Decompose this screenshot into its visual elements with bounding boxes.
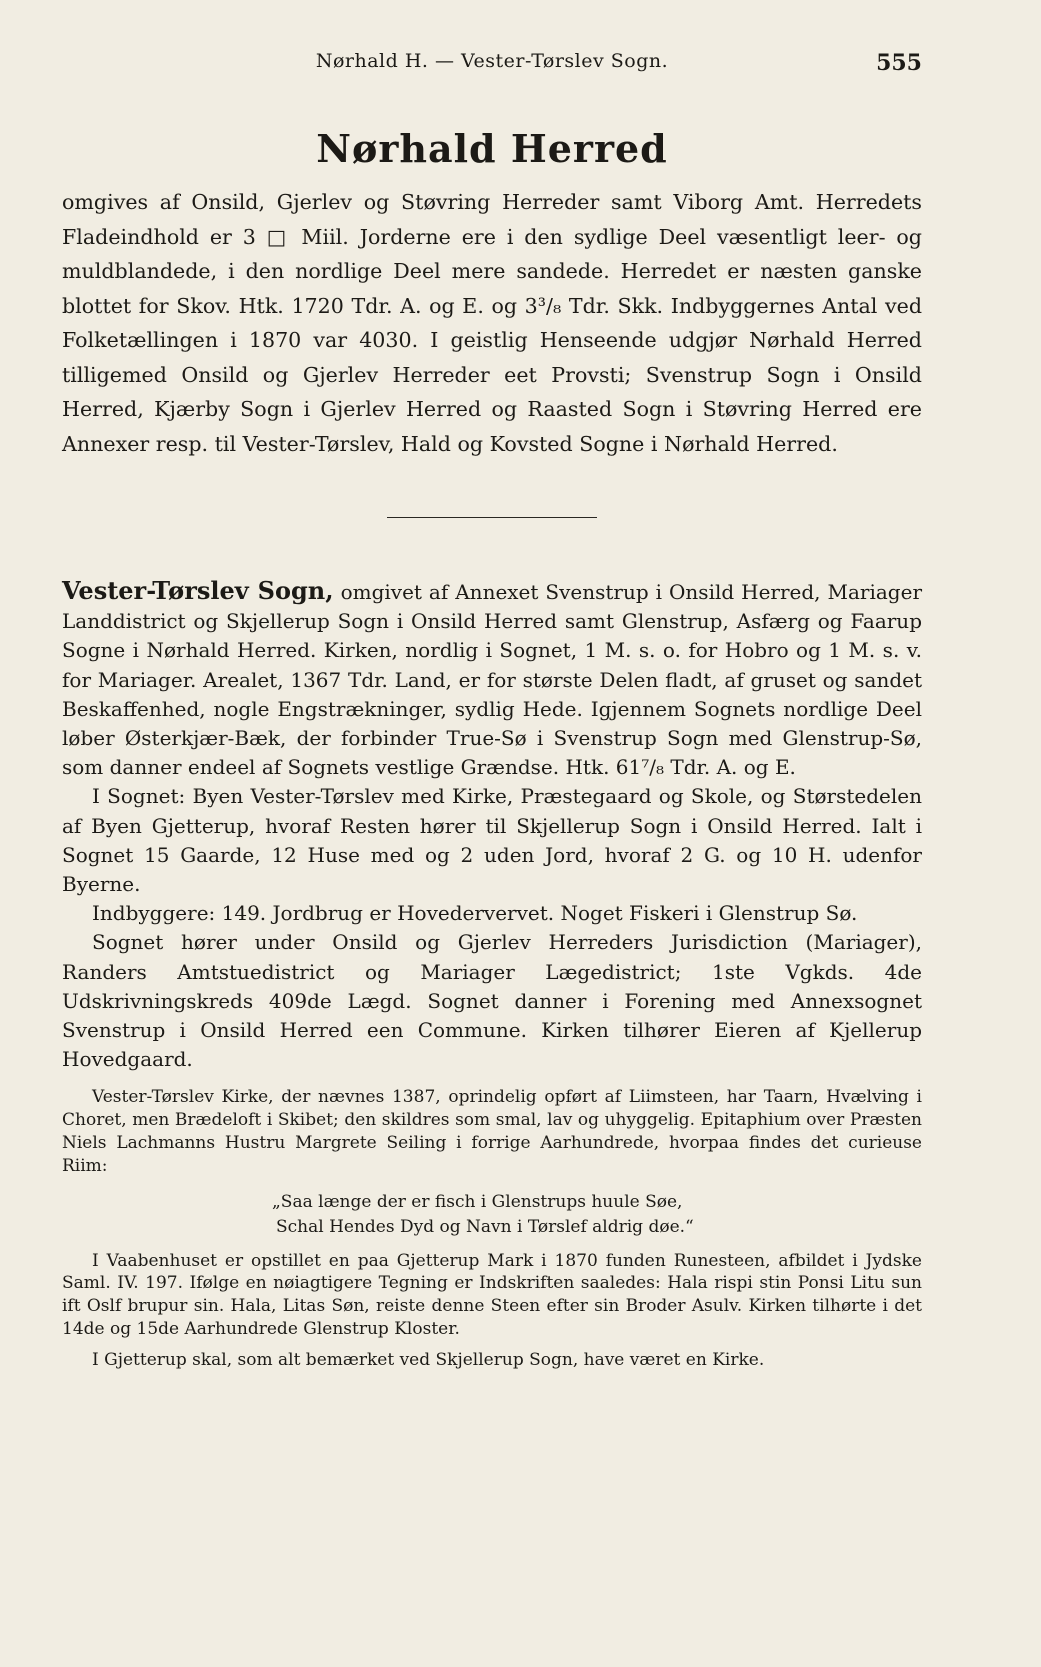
parish-description: omgivet af Annexet Svenstrup i Onsild Herred, Mariager Landdistrict og Skjellerup Sogn i Onsild Herred samt Glenstrup, Asfærg og Faarup Sogne i Nørhald Herred. Kirken, nordlig i Sognet, 1 M. s. o. for Hobro og 1 M. s. v. for Mariager. Arealet, 1367 Tdr. Land, er for største Delen fladt, af gruset og sandet Beskaffenhed, nogle Engstrækninger, sydlig Hede. Igjennem Sognets nordlige Deel løber Østerkjær-Bæk, der forbinder True-Sø i Svenstrup Sogn med Glenstrup-Sø, som danner endeel af Sognets vestlige Grændse. Htk. 61⁷/₈ Tdr. A. og E. (62, 580, 922, 780)
page (62, 50, 922, 1372)
verse-line-1: „Saa længe der er fisch i Glenstrups huule Søe, (272, 1191, 683, 1212)
parish-paragraph-1 (62, 576, 922, 782)
note-paragraph-2: I Vaabenhuset er opstillet en paa Gjetterup Mark i 1870 funden Runesteen, afbildet i Jydske Saml. IV. 197. Ifølge en nøiagtigere Tegning er Indskriften saaledes: Hala rispi stin Ponsi Litu sun ift Oslf brupur sin. Hala, Litas Søn, reiste denne Steen efter sin Broder Asulv. Kirken tilhørte i det 14de og 15de Aarhundrede Glenstrup Kloster. (62, 1250, 922, 1340)
parish-paragraph-3: Indbyggere: 149. Jordbrug er Hovedervervet. Noget Fiskeri i Glenstrup Sø. (92, 901, 858, 926)
running-head (62, 50, 922, 90)
verse-line-2: Schal Hendes Dyd og Navn i Tørslef aldrig døe.“ (276, 1216, 694, 1237)
note-paragraph-1: Vester-Tørslev Kirke, der nævnes 1387, oprindelig opført af Liimsteen, har Taarn, Hvælving i Choret, men Brædeloft i Skibet; den skildres som smal, lav og uhyggelig. Epitaphium over Præsten Niels Lachmanns Hustru Margrete Seiling i forrige Aarhundrede, hvorpaa findes det curieuse Riim: (62, 1087, 922, 1176)
running-title: Nørhald H. — Vester-Tørslev Sogn. (315, 50, 669, 72)
page-number: 555 (876, 50, 922, 76)
parish-entry (62, 576, 922, 1074)
parish-paragraph-4: Sognet hører under Onsild og Gjerlev Herreders Jurisdiction (Mariager), Randers Amtstuedistrict og Mariager Lægedistrict; 1ste Vgkds. 4de Udskrivningskreds 409de Lægd. Sognet danner i Forening med Annexsognet Svenstrup i Onsild Herred een Commune. Kirken tilhører Eieren af Kjellerup Hovedgaard. (62, 930, 922, 1072)
intro-paragraph: omgives af Onsild, Gjerlev og Støvring Herreder samt Viborg Amt. Herredets Fladeindhold er 3 □ Miil. Jorderne ere i den sydlige Deel væsentligt leer- og muldblandede, i den nordlige Deel mere sandede. Herredet er næsten ganske blottet for Skov. Htk. 1720 Tdr. A. og E. og 3³/₈ Tdr. Skk. Indbyggernes Antal ved Folketællingen i 1870 var 4030. I geistlig Henseende udgjør Nørhald Herred tilligemed Onsild og Gjerlev Herreder eet Provsti; Svenstrup Sogn i Onsild Herred, Kjærby Sogn i Gjerlev Herred og Raasted Sogn i Støvring Herred ere Annexer resp. til Vester-Tørslev, Hald og Kovsted Sogne i Nørhald Herred. (62, 190, 922, 456)
verse (62, 1190, 922, 1240)
section-divider (387, 517, 597, 518)
parish-paragraph-2: I Sognet: Byen Vester-Tørslev med Kirke, Præstegaard og Skole, og Størstedelen af Byen Gjetterup, hvoraf Resten hører til Skjellerup Sogn i Onsild Herred. Ialt i Sognet 15 Gaarde, 12 Huse med og 2 uden Jord, hvoraf 2 G. og 10 H. udenfor Byerne. (62, 784, 922, 897)
footnote-block (62, 1086, 922, 1371)
note-paragraph-3: I Gjetterup skal, som alt bemærket ved Skjellerup Sogn, have været en Kirke. (92, 1349, 765, 1370)
section-title: Nørhald Herred (316, 126, 668, 171)
parish-name: Vester-Tørslev Sogn, (62, 576, 334, 605)
